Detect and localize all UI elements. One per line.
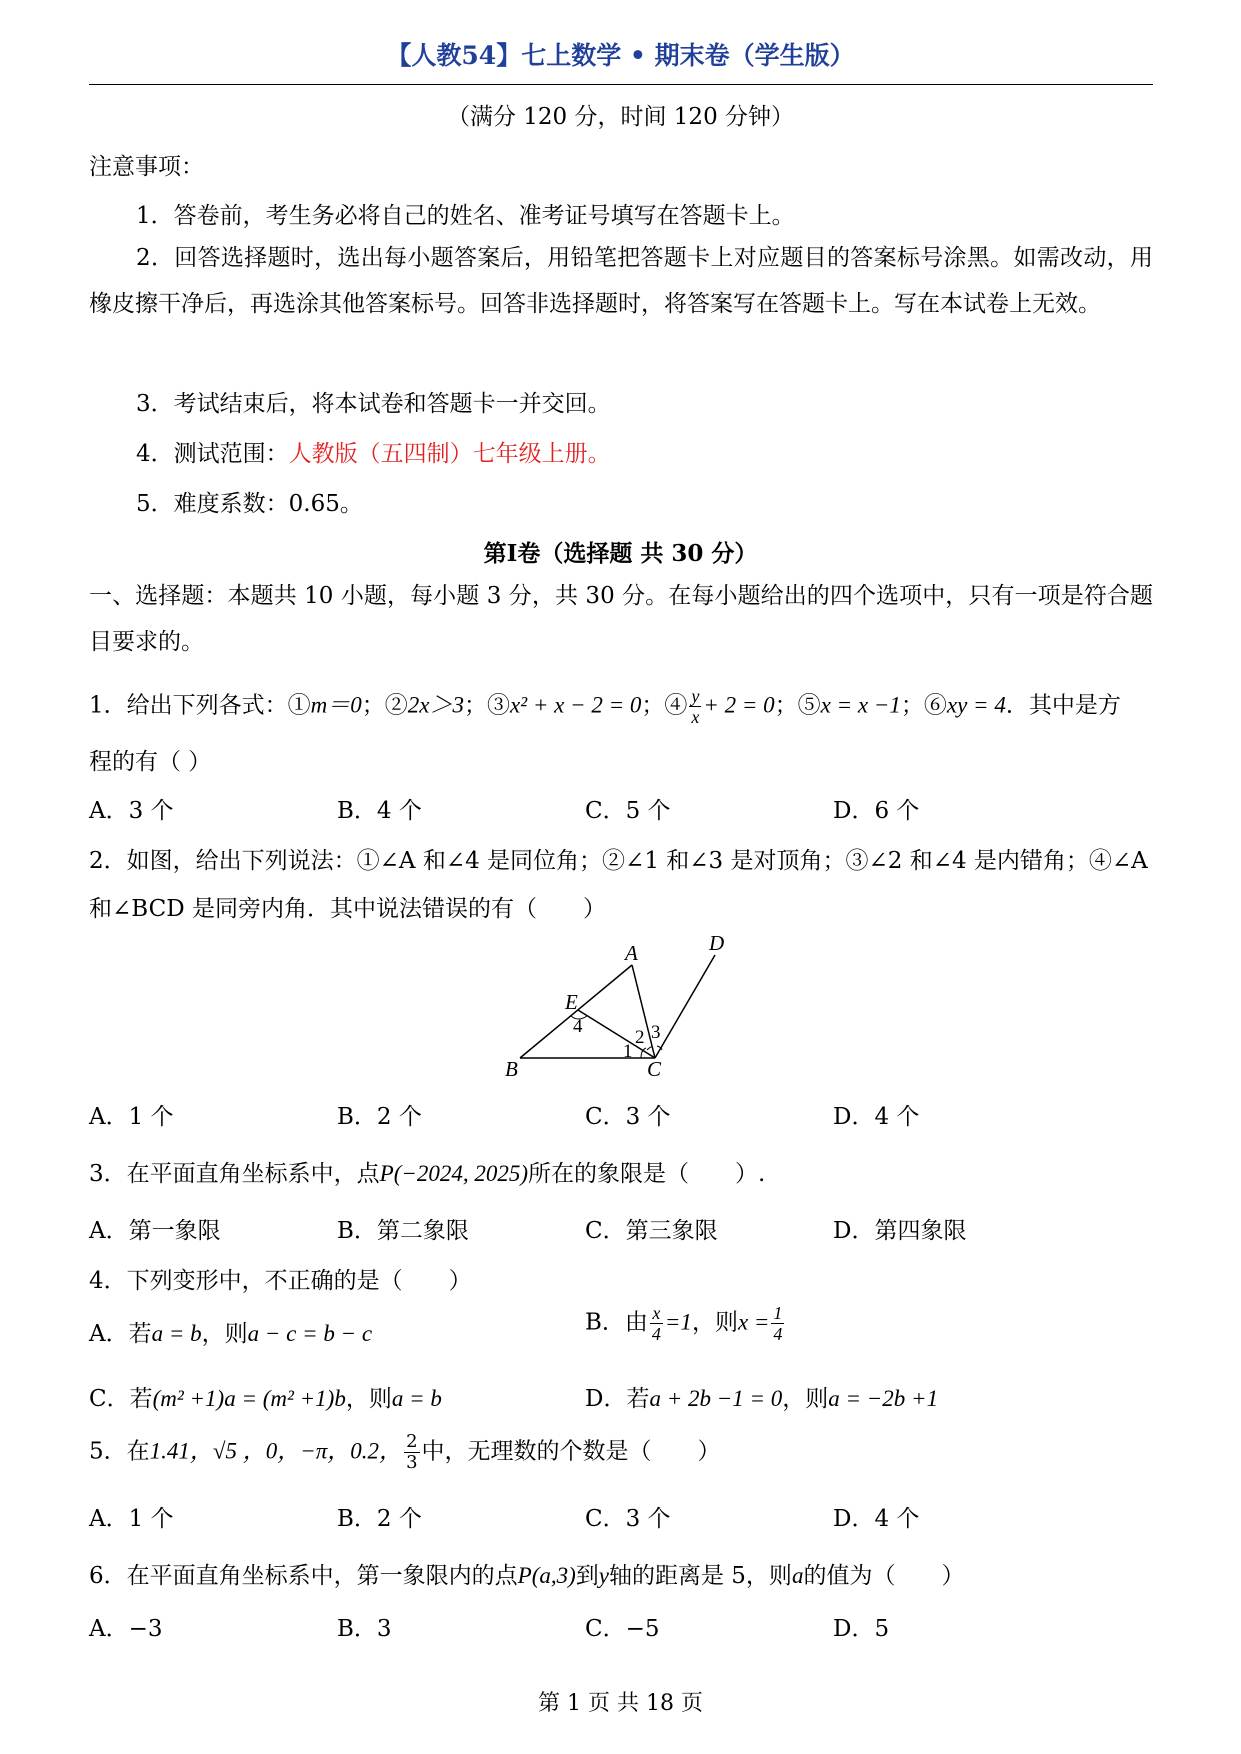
q1-sep: ； [641, 692, 665, 719]
q1-sep: ； [774, 692, 798, 719]
q4-option-a-expr: a = b [151, 1321, 202, 1346]
label-angle-3: 3 [651, 1022, 661, 1043]
score-time: （满分 120 分，时间 120 分钟） [446, 104, 795, 130]
q1-mark-3: ③ [486, 692, 510, 719]
q1-stem [89, 686, 1121, 727]
q1-expr-2: 2x＞3 [407, 692, 464, 718]
section-title: 第Ⅰ卷（选择题 共 30 分） [483, 540, 758, 567]
q6-option-a[interactable]: A．−3 [89, 1616, 163, 1642]
q4-option-a-text: A．若 [89, 1321, 152, 1347]
frac-denominator: x [691, 707, 700, 727]
q4-option-c-expr-2: a = b [391, 1386, 442, 1411]
q6-axis-var: y [598, 1563, 609, 1588]
q5-option-c[interactable]: C．3 个 [585, 1506, 671, 1532]
q1-stem-line2: 程的有（ ） [89, 749, 212, 775]
q3-option-a[interactable]: A．第一象限 [89, 1218, 221, 1244]
q1-sep: ； [463, 692, 487, 719]
q1-option-b[interactable]: B．4 个 [337, 798, 422, 824]
q4-option-c[interactable] [89, 1380, 442, 1413]
q4-option-b-frac-2 [771, 1303, 784, 1344]
label-angle-4: 4 [573, 1016, 583, 1037]
segment-cd [655, 955, 715, 1058]
label-angle-2: 2 [635, 1027, 645, 1048]
q5-option-d[interactable]: D．4 个 [833, 1506, 920, 1532]
q4-stem: 4．下列变形中，不正确的是（ ） [89, 1268, 472, 1294]
q3-stem-text-2: 所在的象限是（ ）. [528, 1161, 766, 1187]
q1-mark-2: ② [384, 692, 408, 719]
q6-stem-text: 6．在平面直角坐标系中，第一象限内的点 [89, 1563, 518, 1589]
q2-geometry-figure [495, 930, 745, 1080]
q4-option-b-frac [650, 1303, 663, 1344]
q6-stem [89, 1557, 964, 1590]
header-rule [89, 84, 1153, 85]
label-e: E [565, 990, 578, 1014]
q6-stem-text-2: 到 [575, 1563, 599, 1589]
label-b: B [505, 1057, 518, 1080]
notice-item-4 [136, 435, 611, 468]
q3-option-d[interactable]: D．第四象限 [833, 1218, 967, 1244]
q1-option-d[interactable]: D．6 个 [833, 798, 920, 824]
test-scope: 人教版（五四制）七年级上册。 [288, 441, 611, 467]
q4-option-d-text: D．若 [585, 1386, 650, 1412]
notice-item-3: 3．考试结束后，将本试卷和答题卡一并交回。 [136, 391, 611, 417]
notice-heading: 注意事项： [89, 154, 204, 180]
notice-item-4-prefix: 4．测试范围： [136, 441, 289, 467]
q4-option-b-text: B．由 [585, 1309, 648, 1336]
q2-stem-line2: 和∠BCD 是同旁内角．其中说法错误的有（ ） [89, 896, 606, 922]
notice-item-1: 1．答卷前，考生务必将自己的姓名、准考证号填写在答题卡上。 [136, 203, 795, 229]
q4-option-c-text: C．若 [89, 1386, 153, 1412]
q2-option-b[interactable]: B．2 个 [337, 1104, 422, 1130]
q1-mark-5: ⑤ [797, 692, 821, 719]
q5-option-b[interactable]: B．2 个 [337, 1506, 422, 1532]
q4-option-d-expr: a + 2b −1 = 0 [649, 1386, 783, 1411]
q4-option-d[interactable] [585, 1380, 938, 1413]
frac-denominator: 4 [651, 1324, 661, 1344]
label-c: C [647, 1057, 662, 1080]
q2-stem-line1: 2．如图，给出下列说法：①∠A 和∠4 是同位角；②∠1 和∠3 是对顶角；③∠2 和∠4 是内错角；④∠A [89, 848, 1148, 874]
q1-mark-1: ① [287, 692, 311, 719]
label-a: A [625, 941, 638, 965]
label-d: D [709, 931, 725, 955]
q5-option-a[interactable]: A．1 个 [89, 1506, 174, 1532]
q1-option-c[interactable]: C．5 个 [585, 798, 671, 824]
q1-tail: ．其中是方 [1005, 692, 1121, 719]
q4-option-b-text-2: ，则 [691, 1309, 738, 1336]
q3-stem-text: 3．在平面直角坐标系中，点 [89, 1161, 380, 1187]
q4-option-a-text-2: ，则 [201, 1321, 248, 1347]
q6-var-a: a [791, 1563, 804, 1588]
q1-expr-3: x² + x − 2 = 0 [509, 692, 642, 718]
frac-denominator: 3 [406, 1452, 418, 1473]
q4-option-a-expr-2: a − c = b − c [247, 1321, 373, 1346]
section-intro: 一、选择题：本题共 10 小题，每小题 3 分，共 30 分。在每小题给出的四个选项中，只有一项是符合题目要求的。 [89, 583, 1153, 655]
q4-option-b-expr-2: x = [737, 1309, 770, 1335]
notice-item-2: 2．回答选择题时，选出每小题答案后，用铅笔把答题卡上对应题目的答案标号涂黑。如需改动，用橡皮擦干净后，再选涂其他答案标号。回答非选择题时，将答案写在答题卡上。写在本试卷上无效。 [89, 245, 1153, 317]
q1-expr-1: m＝0 [310, 692, 362, 718]
frac-denominator: 4 [773, 1324, 783, 1344]
q5-stem-text-2: 中，无理数的个数是（ ） [421, 1438, 721, 1465]
q4-option-b[interactable] [585, 1303, 786, 1344]
q6-option-b[interactable]: B．3 [337, 1616, 392, 1642]
q5-stem-text: 5．在 [89, 1438, 150, 1465]
q1-expr-6: xy = 4 [946, 692, 1006, 718]
frac-numerator: x [650, 1303, 663, 1324]
q2-option-a[interactable]: A．1 个 [89, 1104, 174, 1130]
q5-stem [89, 1432, 721, 1473]
q6-stem-text-4: 的值为（ ） [803, 1563, 965, 1589]
q6-stem-text-3: 轴的距离是 5，则 [608, 1563, 792, 1589]
q4-option-d-expr-2: a = −2b +1 [828, 1386, 939, 1411]
q1-expr-4-frac [689, 686, 701, 727]
q1-mark-4: ④ [664, 692, 688, 719]
q1-lead: 1．给出下列各式： [89, 692, 288, 719]
label-angle-1: 1 [623, 1041, 633, 1062]
page-footer: 第 1 页 共 18 页 [538, 1691, 703, 1716]
notice-item-5: 5．难度系数：0.65。 [136, 491, 363, 517]
q5-numbers: 1.41，√5 ，0，−π，0.2， [149, 1438, 403, 1464]
q3-point: P(−2024, 2025) [379, 1161, 529, 1186]
q4-option-d-text-2: ，则 [782, 1386, 829, 1412]
q1-expr-5: x = x −1 [820, 692, 901, 718]
q1-sep: ； [900, 692, 924, 719]
q3-stem [89, 1155, 765, 1188]
frac-numerator: 2 [406, 1431, 418, 1452]
q4-option-c-text-2: ，则 [345, 1386, 392, 1412]
q2-option-c[interactable]: C．3 个 [585, 1104, 671, 1130]
q1-mark-6: ⑥ [923, 692, 947, 719]
q6-option-d[interactable]: D．5 [833, 1616, 890, 1642]
q1-option-a[interactable]: A．3 个 [89, 798, 174, 824]
q5-frac [404, 1432, 419, 1473]
q4-option-a[interactable] [89, 1315, 372, 1348]
q6-point: P(a,3) [517, 1563, 576, 1588]
q1-sep: ； [361, 692, 385, 719]
q4-option-c-expr: (m² +1)a = (m² +1)b [152, 1386, 346, 1411]
q2-option-d[interactable]: D．4 个 [833, 1104, 920, 1130]
q3-option-c[interactable]: C．第三象限 [585, 1218, 718, 1244]
header-title: 【人教54】七上数学 • 期末卷（学生版） [386, 41, 855, 70]
q6-option-c[interactable]: C．−5 [585, 1616, 660, 1642]
q3-option-b[interactable]: B．第二象限 [337, 1218, 469, 1244]
frac-numerator: 1 [773, 1303, 783, 1323]
frac-numerator: y [691, 686, 700, 706]
q1-expr-4-tail: + 2 = 0 [703, 692, 775, 718]
q4-option-b-expr: =1 [664, 1309, 692, 1335]
